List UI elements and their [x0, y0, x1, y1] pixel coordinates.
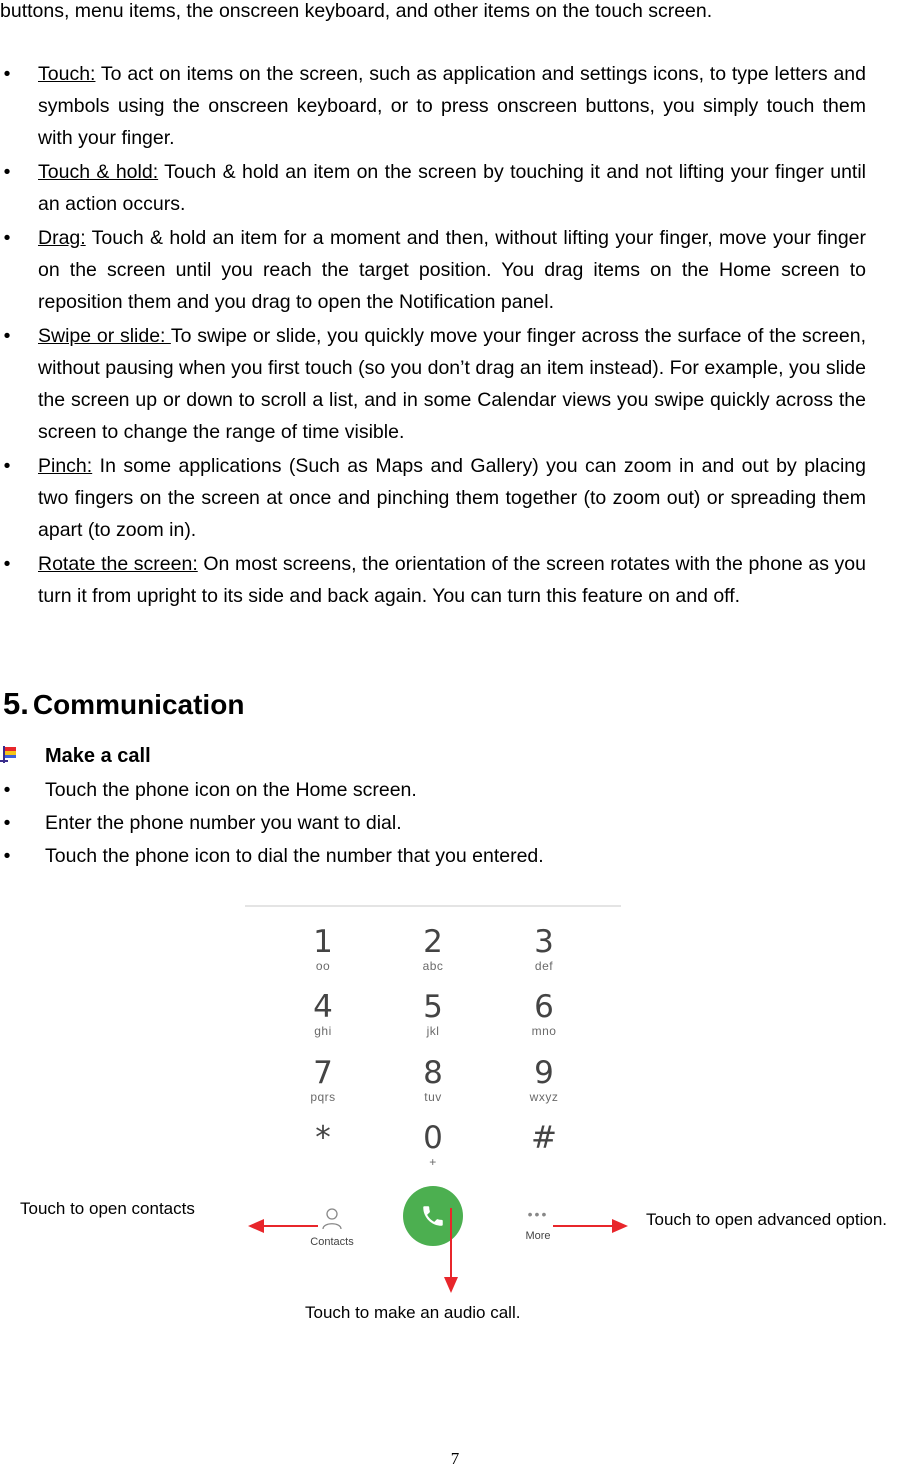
key-letters: +: [429, 1155, 437, 1169]
key-digit: 9: [534, 1055, 554, 1091]
contacts-button[interactable]: [297, 1207, 367, 1249]
dialpad-key-7[interactable]: [293, 1056, 353, 1104]
call-steps: [0, 774, 544, 873]
more-label: More: [525, 1230, 551, 1242]
key-letters: jkl: [426, 1024, 440, 1038]
key-letters: abc: [422, 959, 444, 973]
gesture-item-rotate: [0, 548, 866, 612]
contact-person-icon: [321, 1207, 343, 1231]
gesture-text: To act on items on the screen, such as application and settings icons, to type letters and symbols using the onscreen keyboard, or to press onscreen buttons, you simply touch them with your finger.: [38, 63, 866, 149]
key-digit: *: [315, 1120, 331, 1156]
flag-icon: [0, 745, 18, 763]
bullet: •: [3, 779, 11, 801]
gesture-item-touch-hold: [0, 156, 866, 220]
dialpad-key-9[interactable]: [514, 1056, 574, 1104]
dialpad-key-8[interactable]: [403, 1056, 463, 1104]
gesture-item-touch: [0, 58, 866, 154]
dialpad-key-0[interactable]: [403, 1121, 463, 1169]
gesture-term: Pinch:: [38, 455, 93, 477]
voicemail-icon: oo: [315, 959, 331, 973]
subsection-title: Make a call: [45, 745, 151, 767]
dialpad-key-hash[interactable]: [514, 1121, 574, 1155]
key-letters: ghi: [314, 1024, 332, 1038]
page-number: 7: [450, 1449, 460, 1468]
key-letters: tuv: [424, 1090, 442, 1104]
key-digit: 2: [423, 924, 443, 960]
bullet: •: [3, 227, 11, 249]
step-item: [0, 774, 544, 807]
gesture-term: Touch & hold:: [38, 161, 159, 183]
key-letters: mno: [531, 1024, 557, 1038]
step-text: Touch the phone icon to dial the number that you entered.: [45, 845, 544, 867]
dialpad-key-4[interactable]: [293, 990, 353, 1038]
bullet: •: [3, 845, 11, 867]
key-letters: pqrs: [310, 1090, 336, 1104]
gesture-item-pinch: [0, 450, 866, 546]
dialpad-screenshot: [245, 905, 621, 1262]
bullet: •: [3, 63, 11, 85]
step-item: [0, 840, 544, 873]
gesture-term: Drag:: [38, 227, 86, 249]
key-digit: 5: [423, 989, 443, 1025]
advanced-callout: Touch to open advanced option.: [646, 1210, 888, 1229]
gesture-text: Touch & hold an item on the screen by touching it and not lifting your finger until an action occurs.: [38, 161, 866, 215]
key-digit: #: [531, 1120, 557, 1156]
phone-icon: [420, 1203, 446, 1229]
gesture-term: Touch:: [38, 63, 96, 85]
bullet: •: [3, 455, 11, 477]
contacts-callout: Touch to open contacts: [20, 1199, 195, 1218]
gesture-text: On most screens, the orientation of the screen rotates with the phone as you turn it from upright to its side and back again. You can turn this feature on and off.: [38, 553, 866, 607]
section-number: 5.: [3, 686, 29, 721]
gesture-list: [0, 58, 866, 612]
bullet: •: [3, 161, 11, 183]
section-heading: [3, 686, 244, 722]
dialpad-key-1[interactable]: [293, 925, 353, 973]
key-digit: 8: [423, 1055, 443, 1091]
step-item: [0, 807, 544, 840]
more-button[interactable]: [503, 1207, 573, 1243]
section-title: Communication: [32, 689, 245, 720]
intro-line: buttons, menu items, the onscreen keyboard, and other items on the touch screen.: [0, 0, 713, 22]
gesture-text: To swipe or slide, you quickly move your finger across the surface of the screen, without pausing when you first touch (so you don’t drag an item instead). For example, you slide the screen up or down to scroll a list, and in some Calendar views you swipe quickly across the screen to change the range of time visible.: [38, 325, 867, 443]
contacts-label: Contacts: [310, 1236, 354, 1248]
key-letters: def: [534, 959, 554, 973]
key-digit: 3: [534, 924, 554, 960]
gesture-item-swipe: [0, 320, 866, 448]
key-digit: 6: [534, 989, 554, 1025]
step-text: Enter the phone number you want to dial.: [45, 812, 402, 834]
dialpad-key-star[interactable]: [293, 1121, 353, 1155]
call-button[interactable]: [403, 1186, 463, 1246]
bullet: •: [3, 812, 11, 834]
dialpad-key-3[interactable]: [514, 925, 574, 973]
dialpad-key-2[interactable]: [403, 925, 463, 973]
gesture-term: Swipe or slide:: [38, 325, 171, 347]
more-icon: •••: [527, 1206, 549, 1222]
dialpad-key-6[interactable]: [514, 990, 574, 1038]
key-digit: 1: [313, 924, 333, 960]
bullet: •: [3, 325, 11, 347]
bullet: •: [3, 553, 11, 575]
key-digit: 0: [423, 1120, 443, 1156]
gesture-term: Rotate the screen:: [38, 553, 198, 575]
gesture-text: In some applications (Such as Maps and Gallery) you can zoom in and out by placing two fingers on the screen at once and pinching them together (to zoom out) or spreading them apart (to zoom in).: [38, 455, 866, 541]
gesture-item-drag: [0, 222, 866, 318]
dialpad-key-5[interactable]: [403, 990, 463, 1038]
key-letters: wxyz: [529, 1090, 559, 1104]
audio-call-callout: Touch to make an audio call.: [305, 1303, 521, 1322]
key-digit: 7: [313, 1055, 333, 1091]
key-digit: 4: [313, 989, 333, 1025]
step-text: Touch the phone icon on the Home screen.: [45, 779, 417, 801]
gesture-text: Touch & hold an item for a moment and then, without lifting your finger, move your finger on the screen until you reach the target position. You drag items on the Home screen to reposition them and you drag to open the Notification panel.: [38, 227, 866, 313]
